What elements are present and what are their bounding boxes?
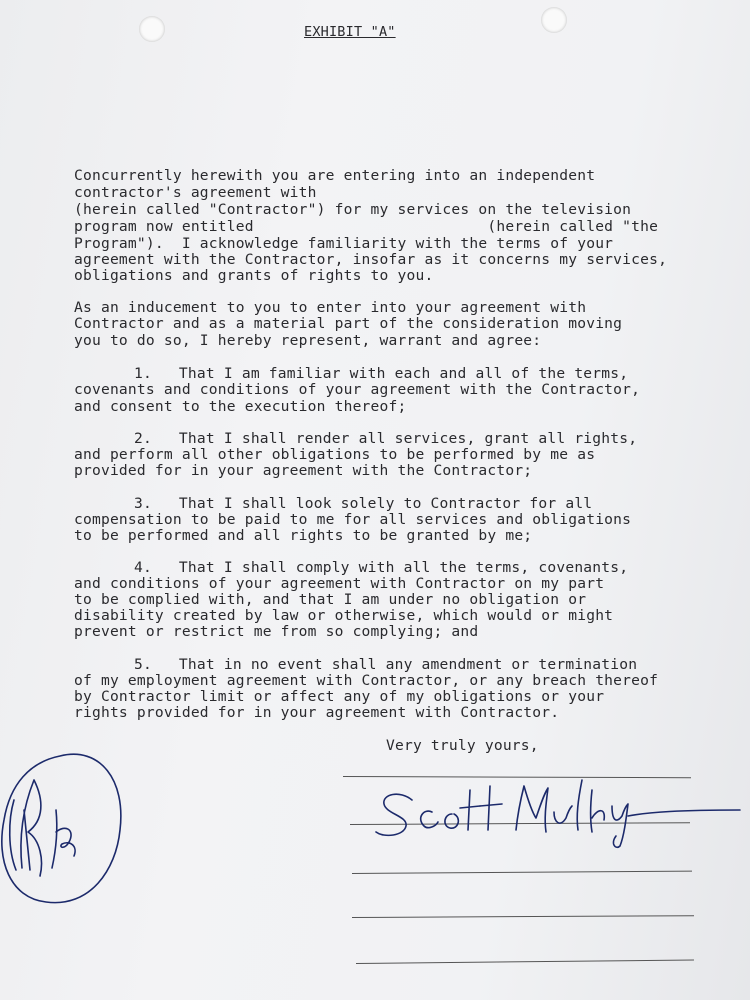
clause-line: 1. That I am familiar with each and all of the terms, — [134, 365, 629, 382]
clause-line: 4. That I shall comply with all the terms, covenants, — [134, 559, 629, 576]
clause-line: to be complied with, and that I am under no obligation or — [74, 591, 587, 608]
clause-line: prevent or restrict me from so complying; and — [74, 623, 479, 640]
body-line: Contractor and as a material part of the consideration moving — [74, 315, 623, 332]
clause-line: 2. That I shall render all services, grant all rights, — [134, 430, 638, 447]
exhibit-title: EXHIBIT "A" — [304, 24, 396, 40]
body-line: (herein called "Contractor") for my services on the television — [74, 201, 632, 218]
body-line: Program"). I acknowledge familiarity with the terms of your — [74, 235, 614, 252]
body-line: Concurrently herewith you are entering into an independent — [74, 167, 596, 184]
handwritten-signature — [340, 760, 740, 850]
clause-line: by Contractor limit or affect any of my obligations or your — [74, 688, 605, 705]
signature-line — [352, 871, 692, 874]
body-line: obligations and grants of rights to you. — [74, 267, 434, 284]
handwritten-initials — [0, 740, 130, 910]
punch-hole-left — [139, 16, 165, 42]
clause-line: and perform all other obligations to be performed by me as — [74, 446, 596, 463]
clause-line: rights provided for in your agreement with Contractor. — [74, 704, 560, 721]
signature-line — [352, 915, 694, 918]
body-line: program now entitled (herein called "the — [74, 218, 659, 235]
body-line: As an inducement to you to enter into your agreement with — [74, 299, 587, 316]
clause-line: covenants and conditions of your agreement with the Contractor, — [74, 381, 641, 398]
clause-line: and conditions of your agreement with Contractor on my part — [74, 575, 605, 592]
clause-line: to be performed and all rights to be granted by me; — [74, 527, 533, 544]
body-line: agreement with the Contractor, insofar as it concerns my services, — [74, 251, 668, 268]
clause-line: 5. That in no event shall any amendment or termination — [134, 656, 638, 673]
body-line: you to do so, I hereby represent, warrant and agree: — [74, 332, 542, 349]
signature-line — [356, 959, 694, 964]
punch-hole-right — [541, 7, 567, 33]
clause-line: provided for in your agreement with the Contractor; — [74, 462, 533, 479]
clause-line: and consent to the execution thereof; — [74, 398, 407, 415]
clause-line: of my employment agreement with Contractor, or any breach thereof — [74, 672, 659, 689]
clause-line: 3. That I shall look solely to Contractor for all — [134, 495, 593, 512]
closing-text: Very truly yours, — [386, 737, 539, 754]
clause-line: compensation to be paid to me for all services and obligations — [74, 511, 632, 528]
clause-line: disability created by law or otherwise, which would or might — [74, 607, 614, 624]
body-line: contractor's agreement with — [74, 184, 317, 201]
